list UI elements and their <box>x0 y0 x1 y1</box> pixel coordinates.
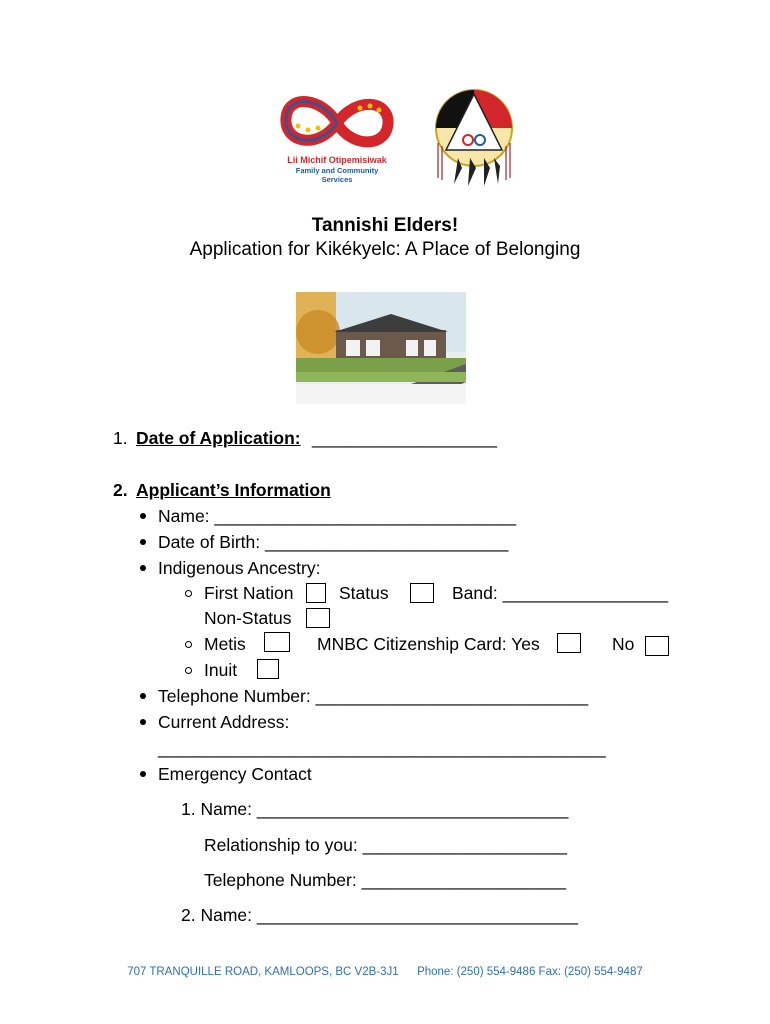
page-title: Tannishi Elders! <box>311 215 459 236</box>
status-checkbox[interactable] <box>410 583 434 603</box>
left-logo-org-line2: Family and Community <box>295 166 379 175</box>
emergency-1-relationship-field[interactable]: Relationship to you: _____________________ <box>204 835 567 855</box>
first-nation-checkbox[interactable] <box>306 583 326 603</box>
right-logo <box>428 88 520 188</box>
bullet-ancestry <box>140 565 146 571</box>
emergency-contact-label: Emergency Contact <box>158 764 312 784</box>
non-status-checkbox[interactable] <box>306 608 330 628</box>
section1-number: 1. <box>113 428 128 448</box>
metis-checkbox[interactable] <box>264 632 290 652</box>
telephone-field[interactable]: Telephone Number: ____________________________ <box>158 686 589 706</box>
infinity-logo-icon <box>278 88 396 158</box>
metis-label: Metis <box>204 634 246 654</box>
emergency-1-telephone-field[interactable]: Telephone Number: _____________________ <box>204 870 566 890</box>
first-nation-label: First Nation <box>204 583 294 603</box>
page-subtitle: Application for Kikékyelc: A Place of Belonging <box>189 239 581 260</box>
current-address-field[interactable]: ______________________________________________ <box>158 738 606 758</box>
applicant-info-heading: Applicant’s Information <box>136 480 331 500</box>
bullet-name <box>140 513 146 519</box>
mnbc-citizenship-label: MNBC Citizenship Card: Yes <box>317 634 540 654</box>
band-field[interactable]: Band: _________________ <box>452 583 669 603</box>
medicine-wheel-logo-icon <box>428 88 520 188</box>
bullet-emergency <box>140 771 146 777</box>
sub-bullet-inuit <box>185 667 192 674</box>
non-status-label: Non-Status <box>204 608 292 628</box>
section2-number: 2. <box>113 480 128 500</box>
bullet-address <box>140 719 146 725</box>
emergency-1-name-field[interactable]: 1. Name: ________________________________ <box>181 799 569 819</box>
inuit-label: Inuit <box>204 660 238 680</box>
date-of-application-label: Date of Application: <box>136 428 301 448</box>
footer <box>0 966 770 978</box>
indigenous-ancestry-label: Indigenous Ancestry: <box>158 558 321 578</box>
bullet-dob <box>140 539 146 545</box>
status-label: Status <box>339 583 389 603</box>
sub-bullet-metis <box>185 641 192 648</box>
mnbc-no-checkbox[interactable] <box>645 636 669 656</box>
inuit-checkbox[interactable] <box>257 659 279 679</box>
footer-address: 707 TRANQUILLE ROAD, KAMLOOPS, BC V2B-3J1 <box>127 966 399 978</box>
building-image-icon <box>296 292 466 404</box>
footer-phone: Phone: (250) 554-9486 Fax: (250) 554-9487 <box>417 966 643 978</box>
mnbc-no-label: No <box>612 634 635 654</box>
left-logo-org-line1: Lii Michif Otipemisiwak <box>287 155 387 165</box>
sub-bullet-first-nation <box>185 590 192 597</box>
date-of-birth-field[interactable]: Date of Birth: _________________________ <box>158 532 509 552</box>
building-photo <box>296 292 466 404</box>
left-logo-org-line3: Services <box>321 175 353 184</box>
date-of-application-field[interactable]: ___________________ <box>312 428 497 448</box>
current-address-label: Current Address: <box>158 712 290 732</box>
left-logo <box>278 88 396 186</box>
bullet-telephone <box>140 693 146 699</box>
name-field[interactable]: Name: _______________________________ <box>158 506 517 526</box>
mnbc-yes-checkbox[interactable] <box>557 633 581 653</box>
emergency-2-name-field[interactable]: 2. Name: _________________________________ <box>181 905 579 925</box>
